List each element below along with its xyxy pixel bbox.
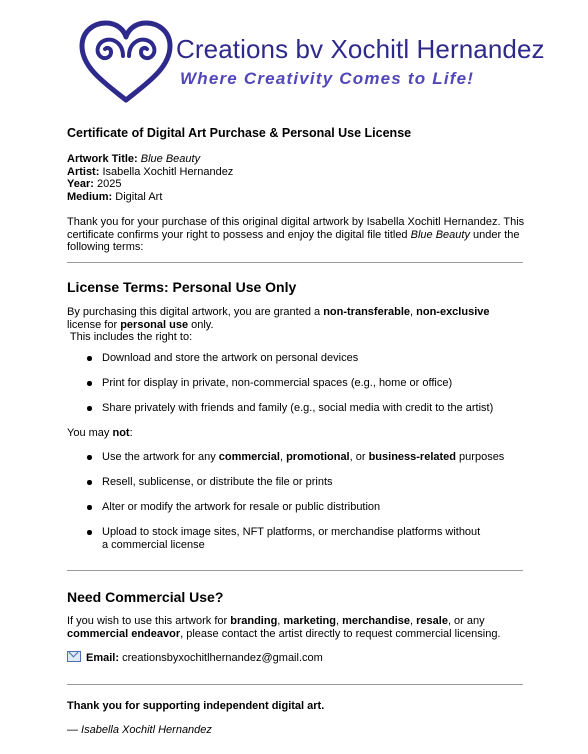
license-text: By purchasing this digital artwork, you are granted a (67, 306, 324, 318)
license-bold-term: non-exclusive (416, 306, 490, 318)
forbidden-text: purposes (456, 451, 505, 463)
artist-row (67, 166, 233, 179)
commercial-text: , (277, 615, 284, 627)
intro-paragraph (67, 216, 525, 254)
forbidden-text: Use the artwork for any (102, 451, 219, 463)
allowed-list (67, 352, 525, 415)
forbidden-text: , or (349, 451, 369, 463)
commercial-bold: resale (416, 615, 448, 627)
commercial-paragraph (67, 615, 525, 640)
list-item: Resell, sublicense, or distribute the file or prints (67, 476, 525, 489)
forbidden-bold: promotional (286, 451, 350, 463)
list-item (67, 451, 525, 464)
signature: — Isabella Xochitl Hernandez (67, 724, 212, 736)
medium-row (67, 191, 233, 204)
brand-tagline: Where Creativity Comes to Life! (180, 69, 475, 88)
commercial-bold: marketing (283, 615, 336, 627)
email-label: Email: (86, 652, 120, 664)
list-item: Print for display in private, non-commercial spaces (e.g., home or office) (67, 377, 525, 390)
artist-label: Artist: (67, 165, 100, 178)
license-includes: This includes the right to: (67, 331, 193, 343)
email-row (67, 651, 323, 664)
license-bold-term: non-transferable (323, 306, 410, 318)
not-allowed-text: : (129, 427, 133, 439)
closing-thanks: Thank you for supporting independent digital art. (67, 700, 325, 712)
divider (67, 262, 523, 263)
artwork-title-row (67, 153, 233, 166)
license-text: , (410, 306, 417, 318)
commercial-text: , please contact the artist directly to request commercial licensing. (180, 627, 501, 640)
brand-name: Creations bv Xochitl Hernandez (176, 34, 545, 64)
not-allowed-intro (67, 427, 525, 440)
artwork-details (67, 153, 233, 203)
license-paragraph (67, 306, 525, 331)
email-link[interactable]: creationsbyxochitlhernandez@gmail.com (122, 652, 323, 664)
intro-text-end: under the following terms: (67, 228, 520, 253)
license-text: license for (67, 318, 121, 331)
list-item: Alter or modify the artwork for resale or public distribution (67, 501, 525, 514)
license-heading: License Terms: Personal Use Only (67, 279, 297, 295)
commercial-text: If you wish to use this artwork for (67, 615, 231, 627)
artist-value: Isabella Xochitl Hernandez (102, 165, 234, 178)
license-bold-term: personal use (120, 318, 189, 331)
forbidden-bold: commercial (218, 451, 280, 463)
intro-text: Thank you for your purchase of this original digital artwork by Isabella Xochitl Hernandez. This certificate confirms your right to possess and enjoy the digital file titled (67, 216, 525, 241)
intro-artwork-title: Blue Beauty (410, 228, 470, 241)
envelope-icon (67, 651, 81, 662)
commercial-text: , (410, 615, 417, 627)
brand-logo (76, 18, 588, 108)
year-row (67, 178, 233, 191)
not-allowed-text: You may (67, 427, 113, 439)
commercial-bold: merchandise (342, 615, 410, 627)
commercial-text: , or any (447, 615, 485, 627)
divider (67, 684, 523, 685)
forbidden-list (67, 451, 525, 551)
document-title: Certificate of Digital Art Purchase & Personal Use License (67, 126, 412, 140)
not-allowed-bold: not (112, 427, 130, 439)
year-value: 2025 (96, 178, 122, 190)
list-item: Download and store the artwork on personal devices (67, 352, 525, 365)
forbidden-text: , (279, 451, 287, 463)
list-item: Upload to stock image sites, NFT platforms, or merchandise platforms without a commercial license (67, 526, 525, 551)
medium-label: Medium: (67, 190, 113, 203)
divider (67, 570, 523, 571)
commercial-heading: Need Commercial Use? (67, 589, 224, 605)
commercial-bold: commercial endeavor (67, 627, 181, 640)
commercial-bold: branding (230, 615, 278, 627)
artwork-title-label: Artwork Title: (67, 153, 138, 165)
license-text: only. (188, 318, 214, 331)
medium-value: Digital Art (115, 190, 163, 203)
forbidden-bold: business-related (368, 451, 456, 463)
year-label: Year: (67, 178, 94, 190)
list-item: Share privately with friends and family (e.g., social media with credit to the artist) (67, 402, 525, 415)
commercial-text: , (336, 615, 343, 627)
artwork-title-value: Blue Beauty (140, 153, 201, 165)
heart-swirl-icon (76, 20, 176, 104)
